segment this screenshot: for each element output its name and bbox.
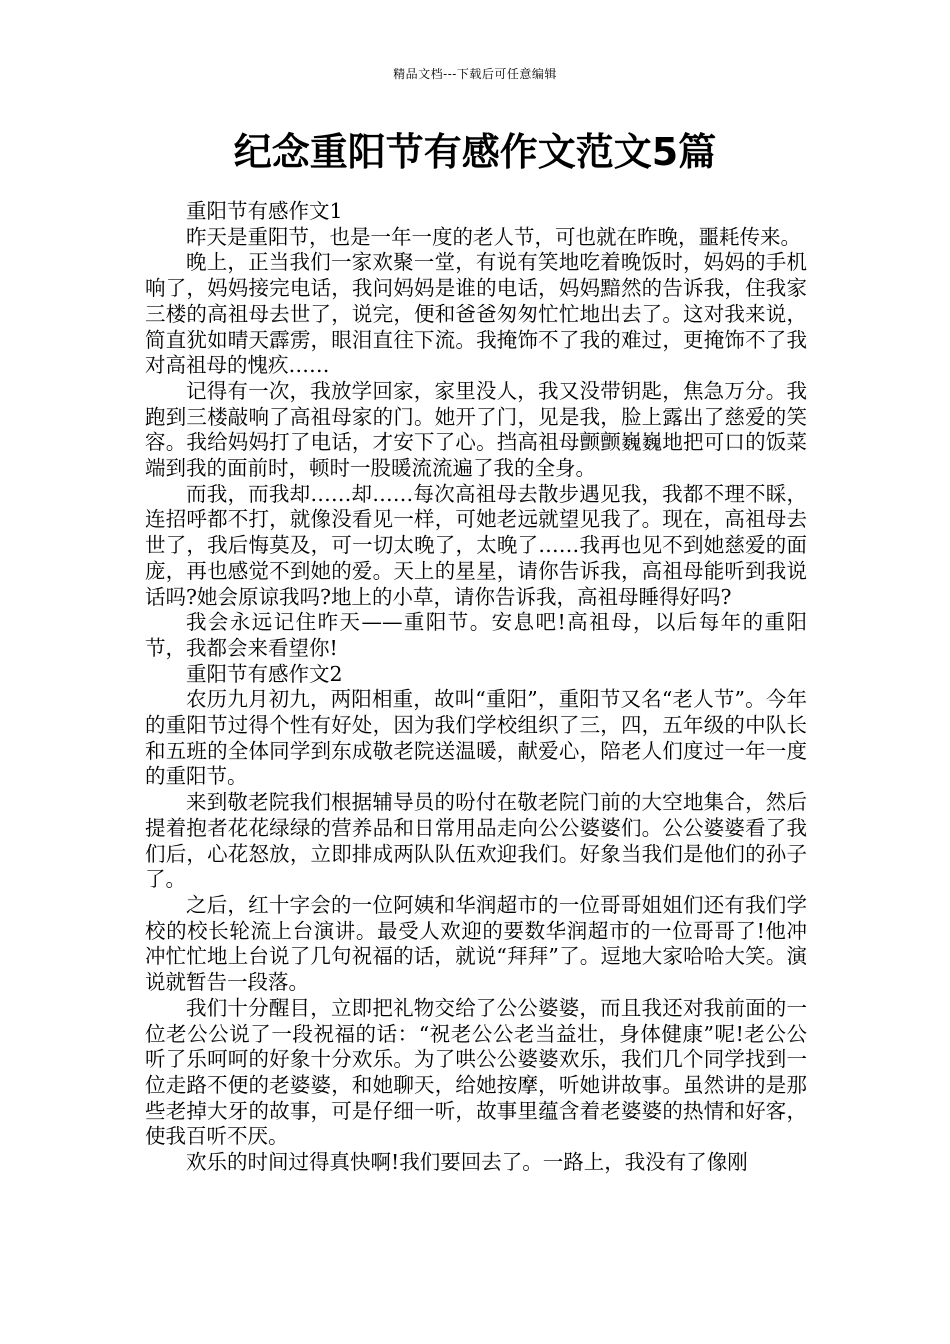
paragraph: 晚上，正当我们一家欢聚一堂，有说有笑地吃着晚饭时，妈妈的手机响了，妈妈接完电话，我问妈妈是谁的电话，妈妈黯然的告诉我，住我家三楼的高祖母去世了，说完，便和爸爸匆匆忙忙地出去了。这对我来说，简直犹如晴天霹雳，眼泪直往下流。我掩饰不了我的难过，更掩饰不了我对高祖母的愧疚…… (145, 250, 807, 378)
paragraph: 记得有一次，我放学回家，家里没人，我又没带钥匙，焦急万分。我跑到三楼敲响了高祖母家的门。她开了门，见是我，脸上露出了慈爱的笑容。我给妈妈打了电话，才安下了心。挡高祖母颤颤巍巍地把可口的饭菜端到我的面前时，顿时一股暖流流遍了我的全身。 (145, 378, 807, 481)
paragraph: 之后，红十字会的一位阿姨和华润超市的一位哥哥姐姐们还有我们学校的校长轮流上台演讲。最受人欢迎的要数华润超市的一位哥哥了!他冲冲忙忙地上台说了几句祝福的话，就说“拜拜”了。逗地大家哈哈大笑。演说就暂告一段落。 (145, 892, 807, 995)
paragraph: 欢乐的时间过得真快啊!我们要回去了。一路上，我没有了像刚 (186, 1150, 748, 1175)
paragraph: 昨天是重阳节，也是一年一度的老人节，可也就在昨晚，噩耗传来。 (186, 224, 801, 249)
paragraph: 来到敬老院我们根据辅导员的吩付在敬老院门前的大空地集合，然后提着抱者花花绿绿的营养品和日常用品走向公公婆婆们。公公婆婆看了我们后，心花怒放，立即排成两队队伍欢迎我们。好象当我们是他们的孙子了。 (145, 790, 807, 892)
paragraph: 我们十分醒目，立即把礼物交给了公公婆婆，而且我还对我前面的一位老公公说了一段祝福的话：“祝老公公老当益壮，身体健康”呢!老公公听了乐呵呵的好象十分欢乐。为了哄公公婆婆欢乐，我们几个同学找到一位走路不便的老婆婆，和她聊天，给她按摩，听她讲故事。虽然讲的是那些老掉大牙的故事，可是仔细一听，故事里蕴含着老婆婆的热情和好客，使我百听不厌。 (145, 995, 807, 1149)
section-heading: 重阳节有感作文1 (186, 199, 343, 223)
paragraph: 我会永远记住昨天——重阳节。安息吧!高祖母，以后每年的重阳节，我都会来看望你! (145, 610, 807, 660)
document-body (145, 199, 807, 1176)
paragraph: 农历九月初九，两阳相重，故叫“重阳”，重阳节又名“老人节”。今年的重阳节过得个性有好处，因为我们学校组织了三，四，五年级的中队长和五班的全体同学到东成敬老院送温暖，献爱心，陪老人们度过一年一度的重阳节。 (145, 687, 807, 789)
paragraph: 而我，而我却……却……每次高祖母去散步遇见我，我都不理不睬，连招呼都不打，就像没看见一样，可她老远就望见我了。现在，高祖母去世了，我后悔莫及，可一切太晚了，太晚了……我再也见不到她慈爱的面庞，再也感觉不到她的爱。天上的星星，请你告诉我，高祖母能听到我说话吗?她会原谅我吗?地上的小草，请你告诉我，高祖母睡得好吗? (145, 481, 807, 609)
section-heading: 重阳节有感作文2 (186, 661, 343, 686)
document-title: 纪念重阳节有感作文范文5篇 (233, 130, 717, 174)
page-header: 精品文档---下载后可任意编辑 (393, 67, 557, 81)
